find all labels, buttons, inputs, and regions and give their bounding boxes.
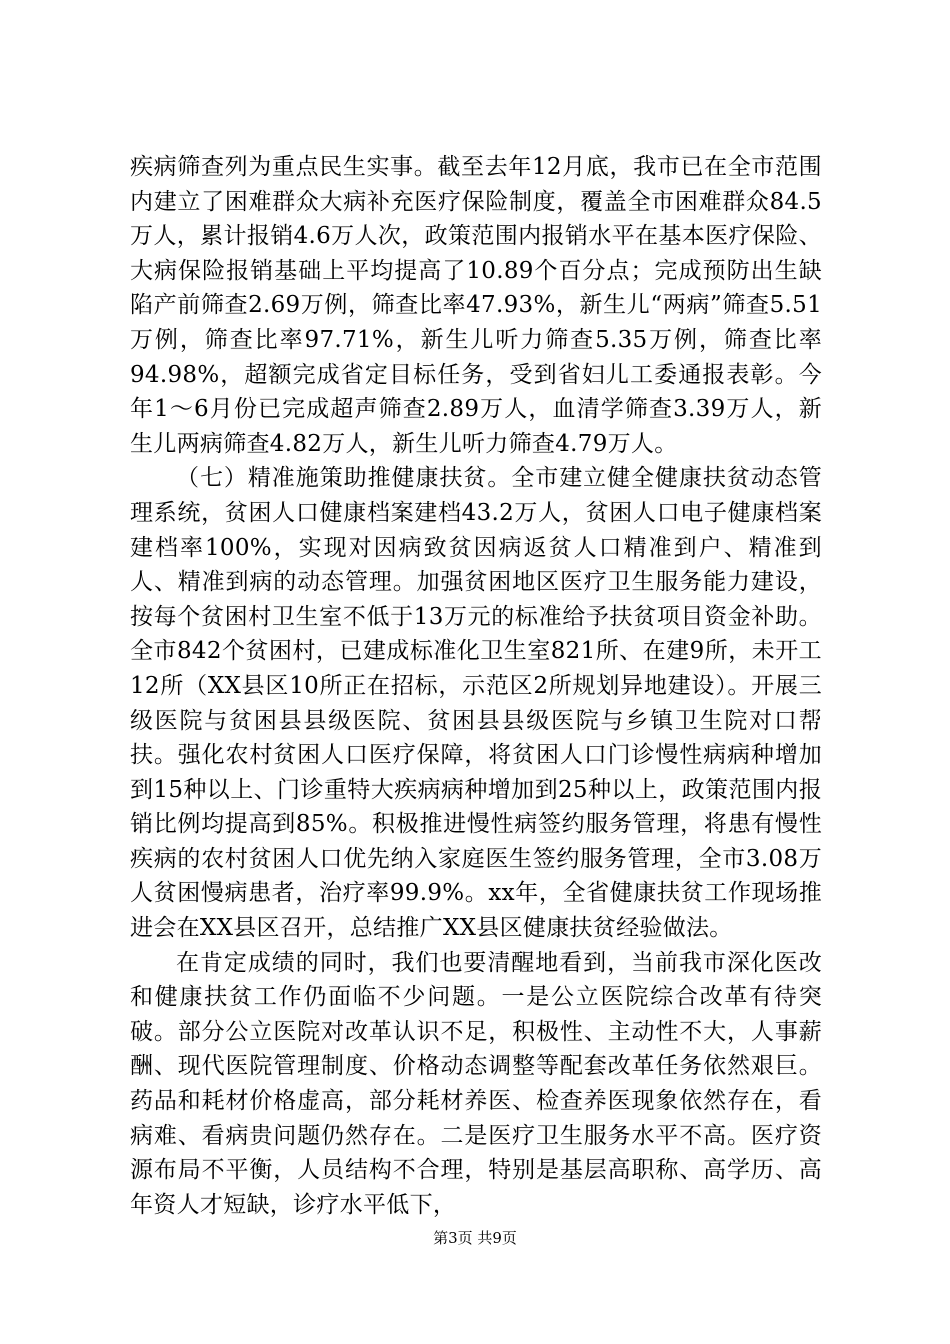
page-number: 第3页 共9页 — [433, 1229, 517, 1247]
paragraph-health-poverty-alleviation: （七）精准施策助推健康扶贫。全市建立健全健康扶贫动态管理系统，贫困人口健康档案建档43.2万人，贫困人口电子健康档案建档率100%，实现对因病致贫因病返贫人口精准到户、精准到人、精准到病的动态管理。加强贫困地区医疗卫生服务能力建设，按每个贫困村卫生室不低于13万元的标准给予扶贫项目资金补助。全市842个贫困村，已建成标准化卫生室821所、在建9所，未开工12所（XX县区10所正在招标，示范区2所规划异地建设）。开展三级医院与贫困县县级医院、贫困县县级医院与乡镇卫生院对口帮扶。强化农村贫困人口医疗保障，将贫困人口门诊慢性病病种增加到15种以上、门诊重特大疾病病种增加到25种以上，政策范围内报销比例均提高到85%。积极推进慢性病签约服务管理，将患有慢性疾病的农村贫困人口优先纳入家庭医生签约服务管理，全市3.08万人贫困慢病患者，治疗率99.9%。xx年，全省健康扶贫工作现场推进会在XX县区召开，总结推广XX县区健康扶贫经验做法。 — [130, 465, 822, 942]
page-footer — [0, 1228, 950, 1248]
document-body — [130, 150, 822, 1222]
paragraph-screening-results: 疾病筛查列为重点民生实事。截至去年12月底，我市已在全市范围内建立了困难群众大病补充医疗保险制度，覆盖全市困难群众84.5万人，累计报销4.6万人次，政策范围内报销水平在基本医疗保险、大病保险报销基础上平均提高了10.89个百分点；完成预防出生缺陷产前筛查2.69万例，筛查比率47.93%，新生儿“两病”筛查5.51万例，筛查比率97.71%，新生儿听力筛查5.35万例，筛查比率94.98%，超额完成省定目标任务，受到省妇儿工委通报表彰。今年1～6月份已完成超声筛查2.89万人，血清学筛查3.39万人，新生儿两病筛查4.82万人，新生儿听力筛查4.79万人。 — [130, 154, 822, 457]
paragraph-existing-problems: 在肯定成绩的同时，我们也要清醒地看到，当前我市深化医改和健康扶贫工作仍面临不少问题。一是公立医院综合改革有待突破。部分公立医院对改革认识不足，积极性、主动性不大，人事薪酬、现代医院管理制度、价格动态调整等配套改革任务依然艰巨。药品和耗材价格虚高，部分耗材养医、检查养医现象依然存在，看病难、看病贵问题仍然存在。二是医疗卫生服务水平不高。医疗资源布局不平衡，人员结构不合理，特别是基层高职称、高学历、高年资人才短缺，诊疗水平低下， — [130, 949, 822, 1218]
